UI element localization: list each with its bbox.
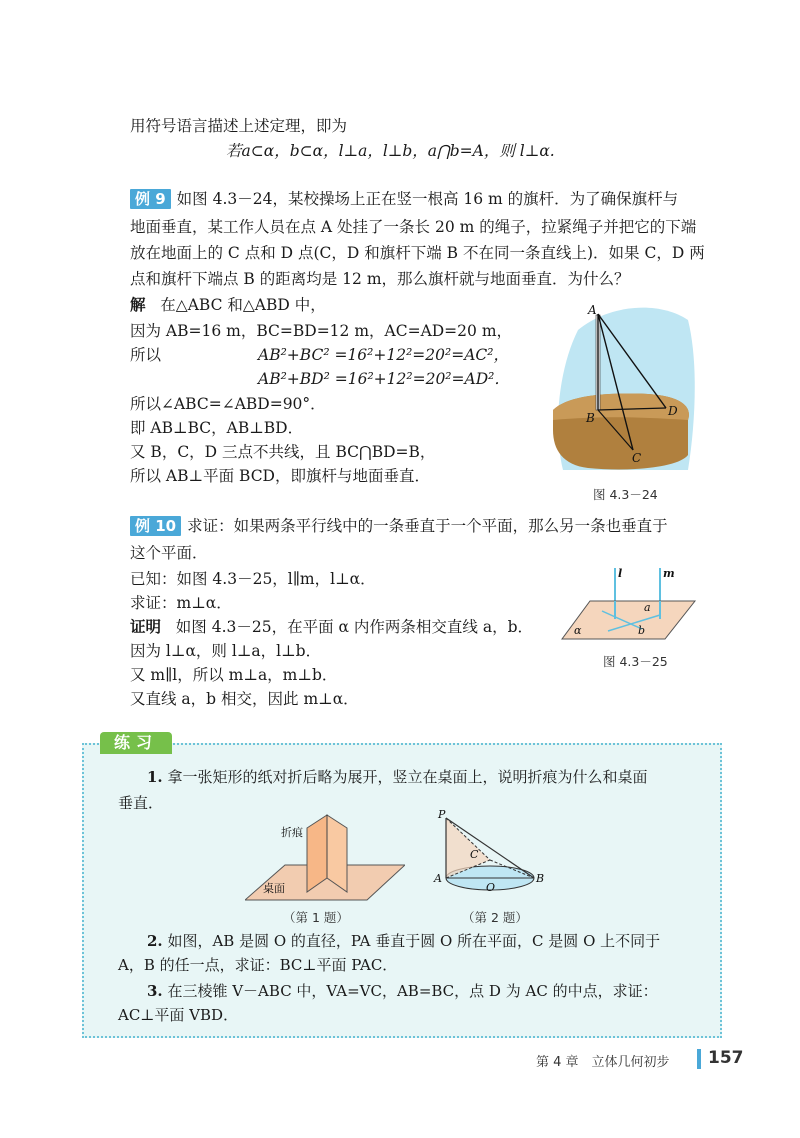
point-c-label: C xyxy=(632,451,642,465)
label-alpha: α xyxy=(574,624,582,637)
example9-label: 例 9 xyxy=(130,189,171,209)
folded-paper-figure xyxy=(245,810,405,905)
point-o-label: O xyxy=(486,881,496,894)
example9-line-4: 点和旗杆下端点 B 的距离均是 12 m，那么旗杆就与地面垂直．为什么？ xyxy=(130,270,630,288)
example9-solution-line-1: 解 在△ABC 和△ABD 中， xyxy=(130,295,326,314)
example9-solution-eq-2: AB²+BD² =16²+12²=20²=AD²． xyxy=(258,370,510,388)
parallel-lines-figure xyxy=(560,563,700,653)
practice-item-1-line-1: 1. 拿一张矩形的纸对折后略为展开，竖立在桌面上，说明折痕为什么和桌面 xyxy=(147,768,648,786)
example9-line-3: 放在地面上的 C 点和 D 点(C，D 和旗杆下端 B 不在同一条直线上)．如果 C，D 两 xyxy=(130,244,705,262)
footer-divider xyxy=(697,1049,701,1069)
example10-given: 已知：如图 4.3－25，l∥m，l⊥α． xyxy=(130,570,376,588)
example9-solution-line-8: 又 B，C，D 三点不共线，且 BC⋂BD=B， xyxy=(130,443,436,461)
exercise-2-caption: （第 2 题） xyxy=(462,910,528,925)
point-a-label: A xyxy=(434,872,442,885)
example10-proof-line-1: 证明 如图 4.3－25，在平面 α 内作两条相交直线 a，b． xyxy=(130,617,534,636)
flagpole-figure xyxy=(548,300,698,480)
paper-left xyxy=(307,815,327,892)
label-b: b xyxy=(638,624,646,637)
example9-solution-line-2: 因为 AB=16 m，BC=BD=12 m，AC=AD=20 m， xyxy=(130,322,513,340)
example9-line-1: 例 9 如图 4.3－24，某校操场上正在竖一根高 16 m 的旗杆．为了确保旗杆与 xyxy=(130,188,678,210)
practice-item-3-line-2: AC⊥平面 VBD． xyxy=(118,1006,239,1024)
practice-item-3-line-1: 3. 在三棱锥 V－ABC 中，VA=VC，AB=BC，点 D 为 AC 的中点，求证： xyxy=(147,982,658,1000)
plane-alpha xyxy=(562,601,695,639)
example9-line-2: 地面垂直，某工作人员在点 A 处挂了一条长 20 m 的绳子，拉紧绳子并把它的下端 xyxy=(130,218,697,236)
proof-label: 证明 xyxy=(130,617,162,636)
example10-proof-line-3: 又 m∥l，所以 m⊥a，m⊥b． xyxy=(130,666,338,684)
label-a: a xyxy=(644,601,651,614)
figure-4-3-25-caption: 图 4.3－25 xyxy=(603,654,668,669)
figure-4-3-24-caption: 图 4.3－24 xyxy=(593,487,658,502)
example10-line-2: 这个平面． xyxy=(130,544,208,562)
label-l: l xyxy=(618,567,623,580)
example9-solution-line-9: 所以 AB⊥平面 BCD，即旗杆与地面垂直． xyxy=(130,467,430,485)
practice-title: 练习 xyxy=(100,732,172,754)
point-a-label: A xyxy=(588,303,597,317)
theorem-intro: 用符号语言描述上述定理，即为 xyxy=(130,117,348,135)
desk-label: 桌面 xyxy=(263,882,285,895)
point-c-label: C xyxy=(470,848,479,861)
page-number: 157 xyxy=(708,1048,744,1068)
example10-proof-line-4: 又直线 a，b 相交，因此 m⊥α． xyxy=(130,690,359,708)
example9-solution-line-3: 所以 xyxy=(130,346,162,364)
example10-line-1: 例 10 求证：如果两条平行线中的一条垂直于一个平面，那么另一条也垂直于 xyxy=(130,515,668,537)
point-b-label: B xyxy=(536,872,545,885)
example9-solution-line-6: 所以∠ABC=∠ABD=90°． xyxy=(130,395,326,413)
example9-solution-line-7: 即 AB⊥BC，AB⊥BD． xyxy=(130,419,304,437)
cone-figure xyxy=(430,808,550,903)
example10-prove: 求证：m⊥α． xyxy=(130,594,232,612)
crease-label: 折痕 xyxy=(281,826,303,839)
practice-item-2-line-2: A，B 的任一点，求证：BC⊥平面 PAC． xyxy=(118,956,398,974)
point-p-label: P xyxy=(438,808,446,821)
theorem-statement: 若a⊂α，b⊂α，l⊥a，l⊥b，a⋂b=A，则 l⊥α. xyxy=(226,142,555,160)
exercise-1-caption: （第 1 题） xyxy=(283,910,349,925)
practice-item-1-line-2: 垂直． xyxy=(118,794,164,812)
example10-label: 例 10 xyxy=(130,516,181,536)
point-b-label: B xyxy=(586,411,595,425)
paper-right xyxy=(327,815,347,892)
example10-proof-line-2: 因为 l⊥α，则 l⊥a，l⊥b． xyxy=(130,642,322,660)
solution-label: 解 xyxy=(130,295,146,314)
point-d-label: D xyxy=(668,404,678,418)
example9-solution-eq-1: AB²+BC² =16²+12²=20²=AC²， xyxy=(258,346,509,364)
practice-item-2-line-1: 2. 如图，AB 是圆 O 的直径，PA 垂直于圆 O 所在平面，C 是圆 O 上不同于 xyxy=(147,932,661,950)
label-m: m xyxy=(663,567,675,580)
chapter-footer: 第 4 章 立体几何初步 xyxy=(536,1055,670,1070)
